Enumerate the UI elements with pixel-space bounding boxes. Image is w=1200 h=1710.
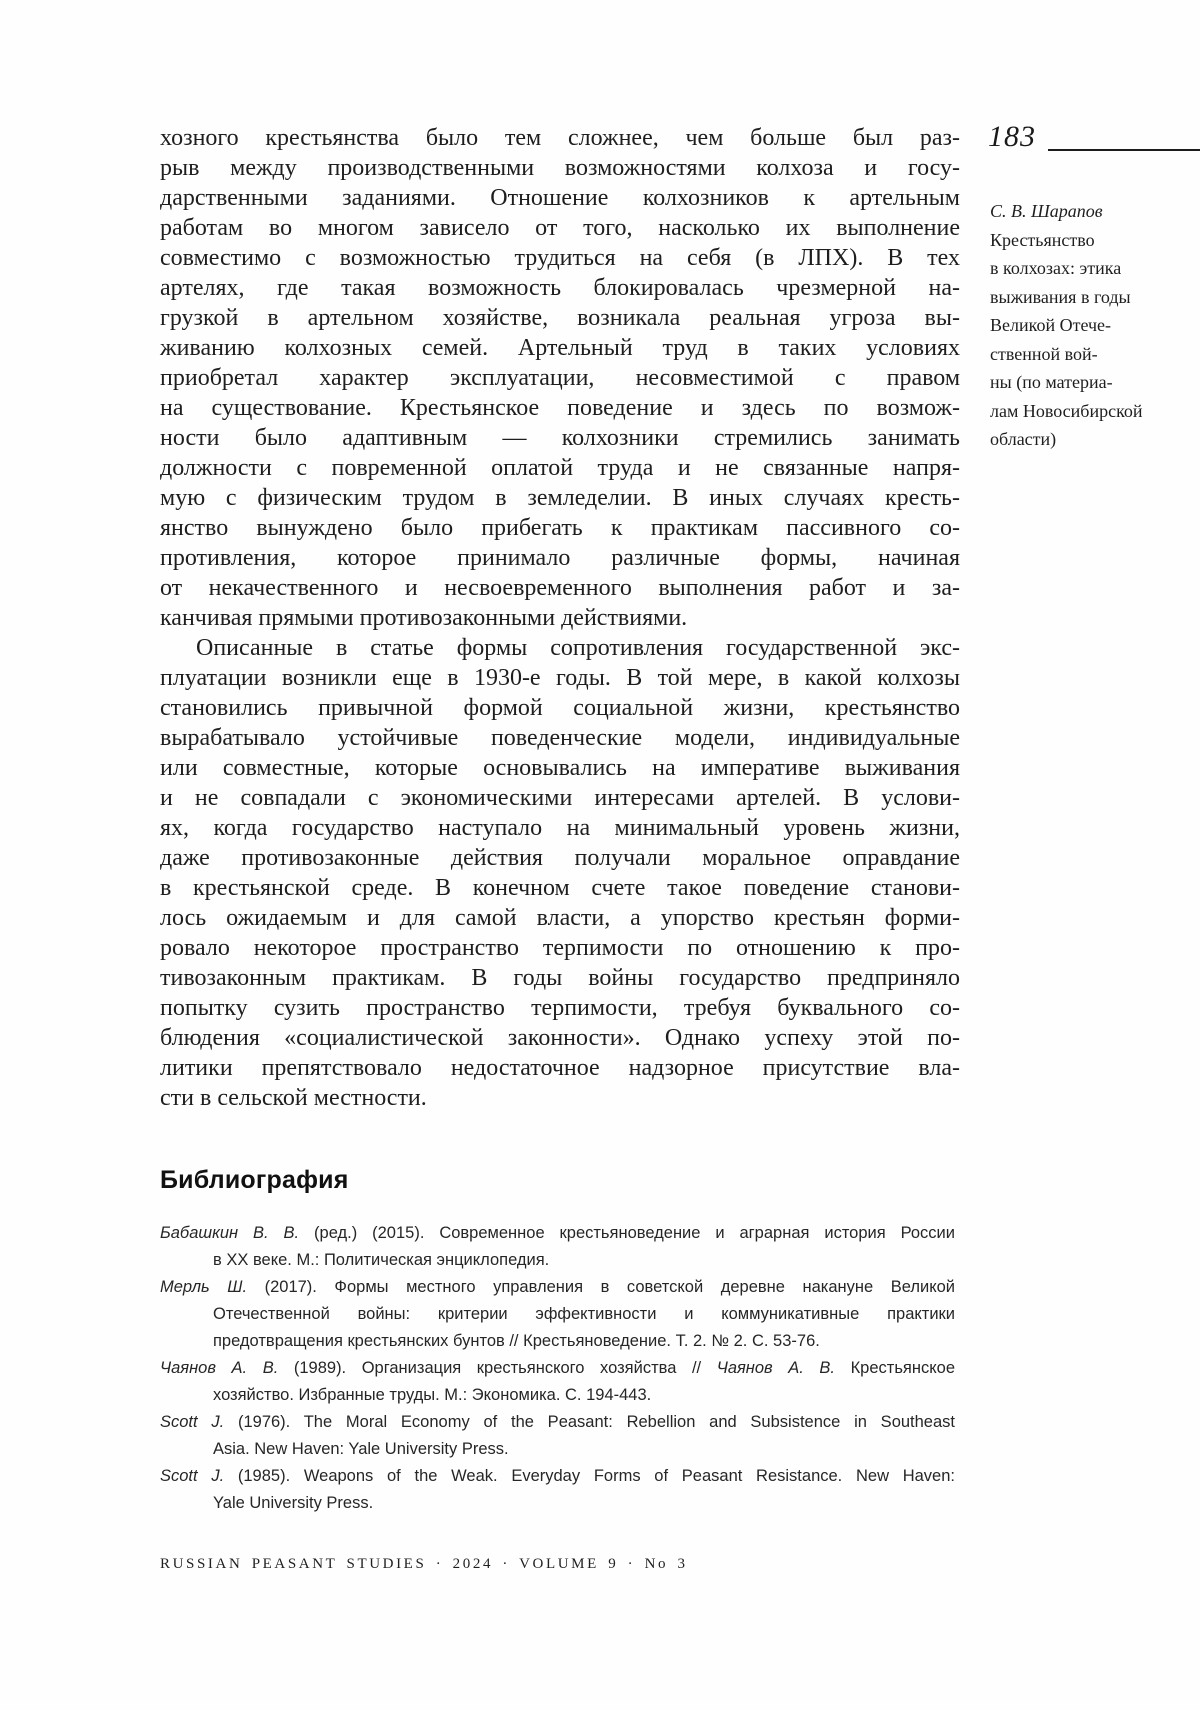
bib-text: (1976). The Moral Economy of the Peasant: Rebellion and Subsistence in Southeast: [224, 1413, 955, 1431]
margin-article-title: [990, 226, 1175, 454]
bib-author: Scott J.: [160, 1413, 225, 1431]
bib-text: в XX веке. М.: Политическая энциклопедия.: [213, 1251, 550, 1269]
body-line: ровало некоторое пространство терпимости по отношению к про-: [160, 935, 960, 961]
body-line: становились привычной формой социальной жизни, крестьянство: [160, 695, 960, 721]
footer-journal-line: RUSSIAN PEASANT STUDIES · 2024 · VOLUME 9 · No 3: [160, 1556, 688, 1572]
bibliography-entry-line: [160, 1355, 955, 1382]
body-line: ности было адаптивным — колхозники стремились занимать: [160, 425, 960, 451]
body-line: приобретал характер эксплуатации, несовместимой с правом: [160, 365, 960, 391]
bib-text: предотвращения крестьянских бунтов // Крестьяноведение. Т. 2. № 2. С. 53-76.: [213, 1332, 820, 1350]
margin-column: [990, 197, 1175, 454]
body-line: грузкой в артельном хозяйстве, возникала реальная угроза вы-: [160, 305, 960, 331]
bib-text: (1985). Weapons of the Weak. Everyday Forms of Peasant Resistance. New Haven:: [224, 1467, 955, 1485]
bib-text: Крестьянское: [835, 1359, 955, 1377]
body-line: совместимо с возможностью трудиться на себя (в ЛПХ). В тех: [160, 245, 960, 271]
body-line: от некачественного и несвоевременного выполнения работ и за-: [160, 575, 960, 601]
body-line: в крестьянской среде. В конечном счете такое поведение станови-: [160, 875, 960, 901]
body-line: мую с физическим трудом в земледелии. В иных случаях кресть-: [160, 485, 960, 511]
body-line: хозного крестьянства было тем сложнее, чем больше был раз-: [160, 125, 960, 151]
margin-title-line: ны (по материа-: [990, 372, 1113, 392]
body-text: [160, 123, 960, 1113]
body-line: янство вынуждено было прибегать к практикам пассивного со-: [160, 515, 960, 541]
bib-text: (2017). Формы местного управления в советской деревне накануне Великой: [247, 1278, 955, 1296]
body-line: сти в сельской местности.: [160, 1085, 427, 1111]
body-line: должности с повременной оплатой труда и не связанные напря-: [160, 455, 960, 481]
body-line: или совместные, которые основывались на императиве выживания: [160, 755, 960, 781]
body-line: литики препятствовало недостаточное надзорное присутствие вла-: [160, 1055, 960, 1081]
body-line: и не совпадали с экономическими интересами артелей. В услови-: [160, 785, 960, 811]
margin-title-line: в колхозах: этика: [990, 258, 1122, 278]
body-line: живанию колхозных семей. Артельный труд в таких условиях: [160, 335, 960, 361]
bib-author: Бабашкин В. В.: [160, 1224, 300, 1242]
bib-text: Отечественной войны: критерии эффективности и коммуникативные практики: [213, 1305, 955, 1323]
margin-title-line: выживания в годы: [990, 286, 1131, 307]
bibliography-entry-line: [160, 1436, 955, 1463]
margin-author: С. В. Шарапов: [990, 201, 1103, 221]
margin-title-line: области): [990, 429, 1057, 449]
margin-title-line: лам Новосибирской: [990, 400, 1143, 421]
body-line: артелях, где такая возможность блокировалась чрезмерной на-: [160, 275, 960, 301]
page-number: 183: [988, 120, 1036, 153]
body-line: плуатации возникли еще в 1930-е годы. В той мере, в какой колхозы: [160, 665, 960, 691]
bib-text: Asia. New Haven: Yale University Press.: [213, 1440, 509, 1458]
bibliography-entry-line: [160, 1490, 955, 1517]
body-line: лось ожидаемым и для самой власти, а упорство крестьян форми-: [160, 905, 960, 931]
bibliography-entry-line: [160, 1220, 955, 1247]
body-line: канчивая прямыми противозаконными действиями.: [160, 605, 688, 631]
bib-text: (1989). Организация крестьянского хозяйства //: [278, 1359, 717, 1377]
body-line: рыв между производственными возможностями колхоза и госу-: [160, 155, 960, 181]
body-line: вырабатывало устойчивые поведенческие модели, индивидуальные: [160, 725, 960, 751]
bibliography-list: [160, 1220, 955, 1517]
bibliography-entry-line: [160, 1463, 955, 1490]
bib-author: Чаянов А. В.: [160, 1359, 279, 1377]
body-line: работам во многом зависело от того, насколько их выполнение: [160, 215, 960, 241]
bib-text: (ред.) (2015). Современное крестьяноведение и аграрная история России: [299, 1224, 955, 1242]
bibliography-entry-line: [160, 1301, 955, 1328]
bib-author: Scott J.: [160, 1467, 225, 1485]
bibliography-heading: Библиография: [160, 1166, 349, 1194]
body-line: даже противозаконные действия получали моральное оправдание: [160, 845, 960, 871]
body-line: блюдения «социалистической законности». Однако успеху этой по-: [160, 1025, 960, 1051]
bibliography-entry-line: [160, 1409, 955, 1436]
bibliography-entry-line: [160, 1247, 955, 1274]
bib-text: хозяйство. Избранные труды. М.: Экономика. С. 194-443.: [213, 1386, 652, 1404]
bibliography-entry-line: [160, 1328, 955, 1355]
body-line: Описанные в статье формы сопротивления государственной экс-: [196, 635, 960, 661]
bibliography-entry-line: [160, 1274, 955, 1301]
body-line: тивозаконным практикам. В годы войны государство предприняло: [160, 965, 960, 991]
body-line: ях, когда государство наступало на минимальный уровень жизни,: [160, 815, 960, 841]
body-line: попытку сузить пространство терпимости, требуя буквального со-: [160, 995, 960, 1021]
margin-title-line: ственной вой-: [990, 343, 1098, 364]
bibliography-entry-line: [160, 1382, 955, 1409]
body-line: дарственными заданиями. Отношение колхозников к артельным: [160, 185, 960, 211]
bib-text: Yale University Press.: [213, 1494, 374, 1512]
margin-title-line: Крестьянство: [990, 229, 1095, 250]
bib-author: Чаянов А. В.: [716, 1359, 835, 1377]
body-line: противления, которое принимало различные формы, начиная: [160, 545, 960, 571]
bib-author: Мерль Ш.: [160, 1278, 248, 1296]
body-line: на существование. Крестьянское поведение и здесь по возмож-: [160, 395, 960, 421]
margin-title-line: Великой Отече-: [990, 315, 1112, 335]
header-rule: [1048, 149, 1200, 151]
